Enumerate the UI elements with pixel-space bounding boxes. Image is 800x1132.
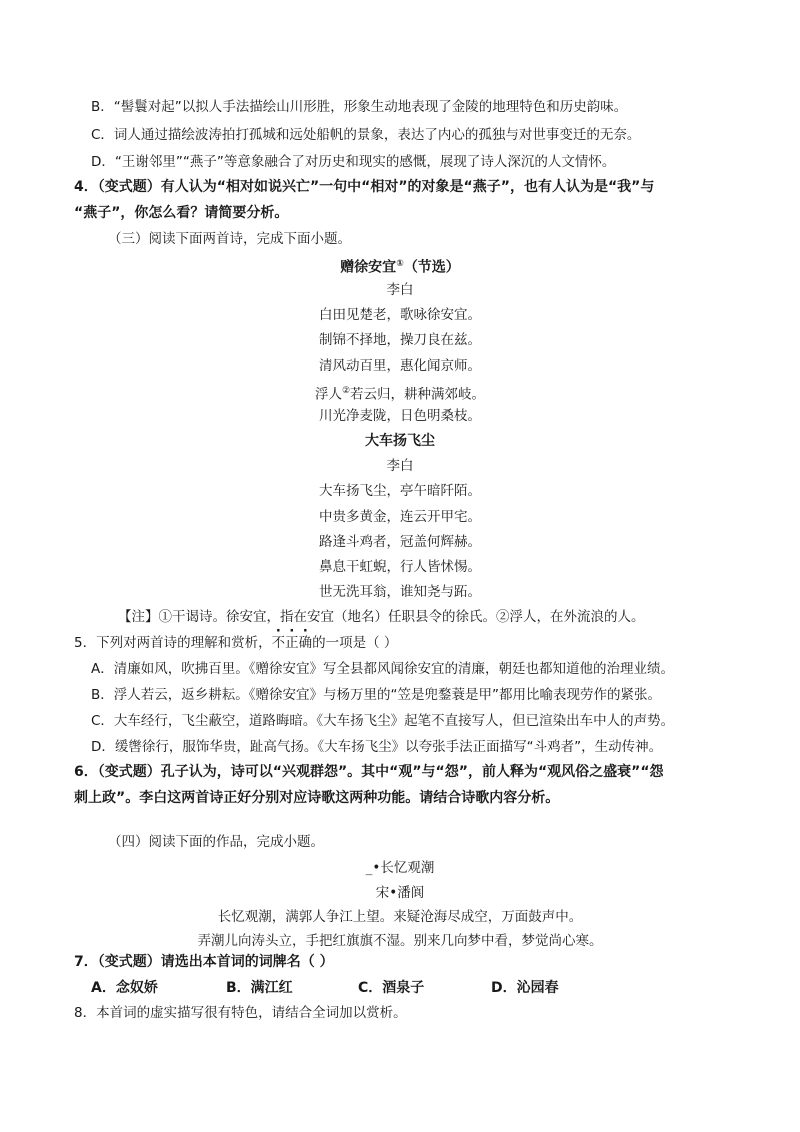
q6-stem-line2: 刺上政”。李白这两首诗正好分别对应诗歌这两种功能。请结合诗歌内容分析。 (74, 790, 560, 806)
q7-stem: 7．（变式题）请选出本首词的词牌名（ ） (74, 954, 334, 970)
poem2-title: 大车扬飞尘 (365, 433, 435, 449)
q7-option-d: D．沁园春 (491, 980, 559, 996)
ci-title: _•长忆观潮 (365, 860, 435, 876)
q5-stem-pre: 5．下列对两首诗的理解和赏析， (74, 635, 272, 651)
poem1-title-text: 赠徐安宜 (340, 259, 397, 276)
ci-author: 宋•潘阆 (375, 885, 425, 901)
q7-option-c: C．酒泉子 (358, 980, 425, 996)
q3-option-d: D．“王谢邻里”“燕子”等意象融合了对历史和现实的感慨，展现了诗人深沉的人文情怀。 (91, 154, 616, 170)
q8-stem: 8．本首词的虚实描写很有特色，请结合全词加以赏析。 (74, 1005, 407, 1021)
poem1-line: 清风动百里，惠化闻京师。 (319, 358, 481, 374)
q5-stem (74, 633, 397, 653)
poem2-line: 世无洗耳翁，谁知尧与跖。 (319, 584, 481, 600)
poem1-note-mark: ① (396, 259, 404, 269)
poem1-line: 制锦不择地，操刀良在兹。 (319, 332, 481, 348)
ci-line: 弄潮儿向涛头立，手把红旗旗不湿。别来几向梦中看，梦觉尚心寒。 (197, 933, 603, 949)
poem1-line (0, 381, 800, 405)
q5-option-b: B．浮人若云，返乡耕耘。《赠徐安宜》与杨万里的“笠是兜鍪蓑是甲”都用比喻表现劳作的紧张。 (91, 687, 661, 703)
poem2-author: 李白 (386, 458, 414, 474)
poem1-title-suffix: （节选） (403, 259, 460, 276)
q4-stem-line2: “燕子”，你怎么看？请简要分析。 (74, 205, 289, 221)
q7-options (91, 977, 651, 997)
q7-option-b: B．满江红 (226, 980, 293, 996)
q5-emphasis: 不 (271, 635, 286, 651)
q5-option-c: C．大车经行，飞尘蔽空，道路晦暗。《大车扬飞尘》起笔不直接写人，但已渲染出车中人的声势。 (91, 713, 675, 729)
q6-stem-line1: 6．（变式题）孔子认为，诗可以“兴观群怨”。其中“观”与“怨”，前人释为“观风俗之盛衰”“怨 (74, 764, 664, 780)
poem-notes: 【注】①干谒诗。徐安宜，指在安宜（地名）任职县令的徐氏。②浮人，在外流浪的人。 (118, 609, 645, 625)
q5-emphasis: 正 (285, 635, 299, 651)
poem2-line: 大车扬飞尘，亭午暗阡陌。 (319, 483, 481, 499)
poem2-line: 鼻息干虹蜺，行人皆怵惕。 (319, 559, 481, 575)
poem1-line4-post: 若云归，耕种满郊岐。 (350, 386, 486, 403)
poem1-line: 川光净麦陇，日色明桑枝。 (319, 408, 481, 424)
poem1-line: 白田见楚老，歌咏徐安宜。 (319, 307, 481, 323)
poem1-author: 李白 (386, 282, 414, 298)
poem1-line4-pre: 浮人 (314, 386, 342, 403)
poem2-line: 路逢斗鸡者，冠盖何辉赫。 (319, 534, 481, 550)
q5-stem-post: 的一项是（ ） (312, 635, 398, 651)
q7-option-a: A．念奴娇 (91, 980, 158, 996)
poem1-title (0, 254, 800, 278)
q3-option-c: C．词人通过描绘波涛拍打孤城和远处船帆的景象，表达了内心的孤独与对世事变迁的无奈。 (91, 127, 641, 143)
q3-option-b: B．“髻鬟对起”以拟人手法描绘山川形胜，形象生动地表现了金陵的地理特色和历史韵味。 (91, 99, 628, 115)
poem1-line4-mark: ② (341, 386, 351, 396)
q5-emphasis: 确 (298, 635, 313, 651)
section3-intro: （三）阅读下面两首诗，完成下面小题。 (108, 231, 351, 247)
poem2-line: 中贵多黄金，连云开甲宅。 (319, 509, 481, 525)
q5-option-a: A．清廉如风，吹拂百里。《赠徐安宜》写全县都风闻徐安宜的清廉，朝廷也都知道他的治理业绩。 (91, 661, 674, 677)
q5-option-d: D．缓辔徐行，服饰华贵，趾高气扬。《大车扬飞尘》以夸张手法正面描写“斗鸡者”，生动传神。 (91, 739, 663, 755)
section4-intro: （四）阅读下面的作品，完成小题。 (108, 834, 324, 850)
q4-stem-line1: 4．（变式题）有人认为“相对如说兴亡”一句中“相对”的对象是“燕子”，也有人认为是“我”与 (74, 179, 655, 195)
ci-line: 长忆观潮，满郭人争江上望。来疑沧海尽成空，万面鼓声中。 (217, 909, 583, 925)
